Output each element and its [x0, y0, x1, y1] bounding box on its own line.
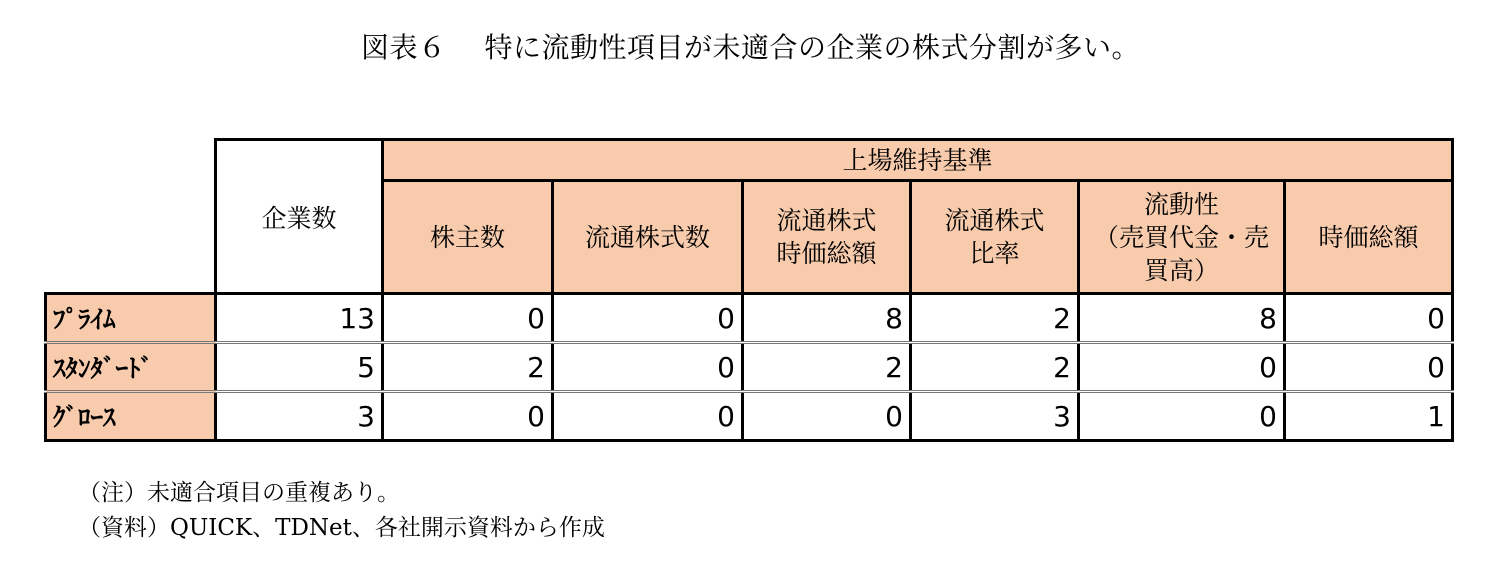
cell-value: 0 — [553, 392, 743, 441]
table-row — [46, 343, 1453, 392]
header-criterion-liquidity — [1079, 181, 1285, 294]
table-row — [46, 294, 1453, 343]
header-line: 時価総額 — [1318, 222, 1419, 252]
header-line: 株主数 — [429, 222, 505, 252]
cell-value: 0 — [553, 343, 743, 392]
header-line: 流通株式数 — [584, 222, 710, 252]
header-line: 流通株式 — [776, 206, 877, 235]
header-line: 流動性 — [1143, 189, 1219, 219]
cell-value: 2 — [911, 294, 1079, 343]
footnotes — [78, 476, 605, 546]
cell-count: 13 — [216, 294, 383, 343]
row-label-growth: ｸﾞﾛｰｽ — [46, 392, 216, 441]
cell-count: 3 — [216, 392, 383, 441]
cell-value: 0 — [1285, 343, 1453, 392]
header-company-count: 企業数 — [216, 140, 383, 294]
cell-value: 0 — [1079, 343, 1285, 392]
cell-value: 1 — [1285, 392, 1453, 441]
cell-value: 0 — [553, 294, 743, 343]
header-criterion-tradable-market-cap — [743, 181, 911, 294]
header-listing-criteria: 上場維持基準 — [383, 140, 1453, 181]
cell-value: 0 — [1285, 294, 1453, 343]
note-text: （注）未適合項目の重複あり。 — [78, 480, 400, 506]
header-criterion-tradable-ratio — [911, 181, 1079, 294]
header-line: 時価総額 — [776, 239, 877, 268]
cell-value: 3 — [911, 392, 1079, 441]
figure-title: 図表６ 特に流動性項目が未適合の企業の株式分割が多い。 — [361, 31, 1140, 64]
cell-value: 8 — [1079, 294, 1285, 343]
header-line: 流通株式 — [944, 206, 1045, 235]
table-row — [46, 392, 1453, 441]
cell-count: 5 — [216, 343, 383, 392]
cell-value: 2 — [383, 343, 553, 392]
cell-value: 8 — [743, 294, 911, 343]
header-line: 比率 — [969, 239, 1020, 268]
cell-value: 2 — [911, 343, 1079, 392]
cell-value: 0 — [383, 392, 553, 441]
source-text: （資料）QUICK、TDNet、各社開示資料から作成 — [78, 515, 605, 541]
cell-value: 0 — [1079, 392, 1285, 441]
header-line: （売買代金・売 — [1093, 222, 1269, 252]
corner-blank — [46, 140, 216, 294]
header-line: 買高） — [1143, 255, 1219, 285]
cell-value: 0 — [743, 392, 911, 441]
listing-criteria-table — [44, 138, 1454, 442]
header-criterion-tradable-shares — [553, 181, 743, 294]
cell-value: 2 — [743, 343, 911, 392]
cell-value: 0 — [383, 294, 553, 343]
row-label-standard: ｽﾀﾝﾀﾞｰﾄﾞ — [46, 343, 216, 392]
header-criterion-shareholders — [383, 181, 553, 294]
row-label-prime: ﾌﾟﾗｲﾑ — [46, 294, 216, 343]
header-criterion-market-cap — [1285, 181, 1453, 294]
